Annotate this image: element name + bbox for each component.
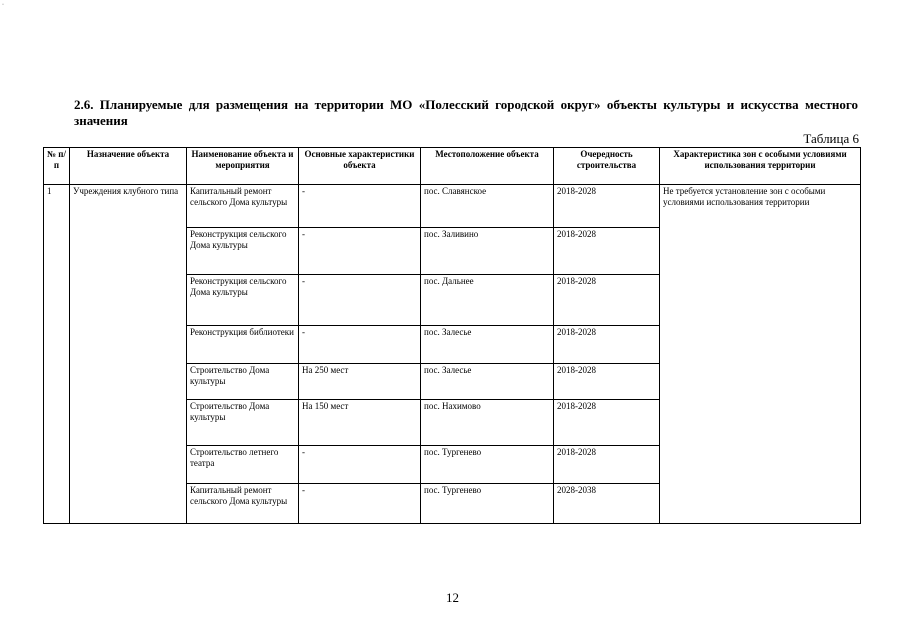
object-characteristics: - — [299, 185, 421, 228]
header-characteristics: Основные характеристики объекта — [299, 148, 421, 185]
object-location: пос. Нахимово — [421, 400, 554, 446]
header-num: № п/п — [44, 148, 70, 185]
construction-priority: 2018-2028 — [554, 185, 660, 228]
construction-priority: 2018-2028 — [554, 400, 660, 446]
construction-priority: 2028-2038 — [554, 484, 660, 524]
object-name: Реконструкция сельского Дома культуры — [187, 275, 299, 326]
object-name: Капитальный ремонт сельского Дома культуры — [187, 185, 299, 228]
table-caption: Таблица 6 — [803, 131, 859, 146]
object-name: Строительство летнего театра — [187, 446, 299, 484]
object-location: пос. Дальнее — [421, 275, 554, 326]
object-name: Строительство Дома культуры — [187, 364, 299, 400]
header-name: Наименование объекта и мероприятия — [187, 148, 299, 185]
object-location: пос. Тургенево — [421, 484, 554, 524]
object-name: Реконструкция сельского Дома культуры — [187, 228, 299, 275]
construction-priority: 2018-2028 — [554, 446, 660, 484]
object-characteristics: На 150 мест — [299, 400, 421, 446]
construction-priority: 2018-2028 — [554, 326, 660, 364]
object-characteristics: - — [299, 228, 421, 275]
object-characteristics: - — [299, 446, 421, 484]
object-name: Строительство Дома культуры — [187, 400, 299, 446]
row-number: 1 — [44, 185, 70, 524]
table-row — [44, 185, 861, 228]
object-location: пос. Славянское — [421, 185, 554, 228]
object-purpose: Учреждения клубного типа — [70, 185, 187, 524]
object-name: Реконструкция библиотеки — [187, 326, 299, 364]
object-characteristics: На 250 мест — [299, 364, 421, 400]
object-name: Капитальный ремонт сельского Дома культуры — [187, 484, 299, 524]
object-location: пос. Заливино — [421, 228, 554, 275]
object-location: пос. Залесье — [421, 364, 554, 400]
corner-mark: · — [2, 2, 4, 8]
zones-characteristic: Не требуется установление зон с особыми условиями использования территории — [660, 185, 861, 524]
object-characteristics: - — [299, 275, 421, 326]
object-characteristics: - — [299, 326, 421, 364]
table-header-row — [44, 148, 861, 185]
page-number: 12 — [446, 590, 459, 605]
construction-priority: 2018-2028 — [554, 275, 660, 326]
section-heading: 2.6. Планируемые для размещения на территории МО «Полесский городской округ» объекты культуры и искусства местного значения — [74, 97, 858, 128]
header-priority: Очередность строительства — [554, 148, 660, 185]
construction-priority: 2018-2028 — [554, 364, 660, 400]
header-location: Местоположение объекта — [421, 148, 554, 185]
header-purpose: Назначение объекта — [70, 148, 187, 185]
header-zones: Характеристика зон с особыми условиями использования территории — [660, 148, 861, 185]
construction-priority: 2018-2028 — [554, 228, 660, 275]
culture-objects-table — [43, 147, 861, 524]
object-characteristics: - — [299, 484, 421, 524]
object-location: пос. Залесье — [421, 326, 554, 364]
object-location: пос. Тургенево — [421, 446, 554, 484]
